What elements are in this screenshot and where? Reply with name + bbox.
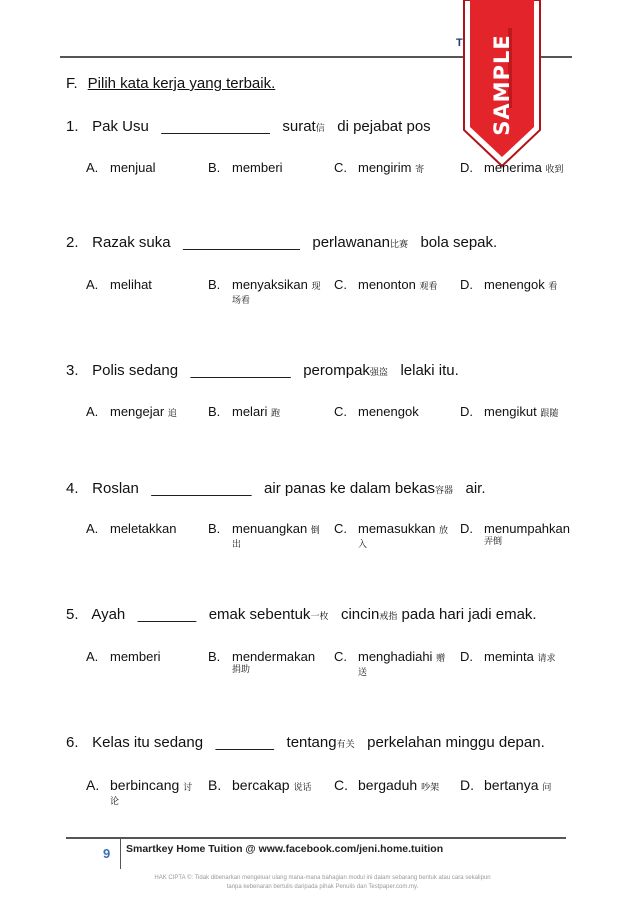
option-2b[interactable]: B. menyaksikan 现 场看 xyxy=(208,277,321,306)
option-4b[interactable]: B. menuangkan 倒 出 xyxy=(208,521,320,550)
footer-divider xyxy=(66,837,566,839)
section-letter: F. xyxy=(66,75,78,92)
answer-blank[interactable]: ______________ xyxy=(183,234,300,251)
sample-label: SAMPLE xyxy=(490,34,514,136)
section-title xyxy=(66,75,275,92)
question-2: 2. Razak suka ______________ perlawanan比赛 bola sepak. xyxy=(66,234,498,251)
footer-separator xyxy=(120,839,121,869)
answer-blank[interactable]: _______ xyxy=(137,606,197,623)
answer-blank[interactable]: ____________ xyxy=(190,362,291,379)
option-5d[interactable]: D. meminta 请求 xyxy=(460,649,556,664)
question-1: 1. Pak Usu _____________ surat信 di pejabat pos xyxy=(66,118,431,135)
option-4c[interactable]: C. memasukkan 放 入 xyxy=(334,521,448,550)
option-5b[interactable]: B. mendermakan 捐助 xyxy=(208,649,316,675)
section-instruction: Pilih kata kerja yang terbaik. xyxy=(87,75,276,92)
option-4a[interactable]: A. meletakkan xyxy=(86,521,177,536)
question-6: 6. Kelas itu sedang _______ tentang有关 perkelahan minggu depan. xyxy=(66,734,545,751)
question-3: 3. Polis sedang ____________ perompak强盗 lelaki itu. xyxy=(66,362,459,379)
option-3b[interactable]: B. melari 跑 xyxy=(208,404,281,419)
option-6c[interactable]: C. bergaduh 吵架 xyxy=(334,777,440,793)
option-2d[interactable]: D. menengok 看 xyxy=(460,277,558,292)
option-6a[interactable]: A. berbincang 讨 论 xyxy=(86,777,193,807)
answer-blank[interactable]: _____________ xyxy=(161,118,270,135)
option-3d[interactable]: D. mengikut 跟随 xyxy=(460,404,559,419)
option-5c[interactable]: C. menghadiahi 赠 送 xyxy=(334,649,446,678)
option-2c[interactable]: C. menonton 观看 xyxy=(334,277,438,292)
option-1a[interactable]: A. menjual xyxy=(86,160,156,175)
option-3a[interactable]: A. mengejar 追 xyxy=(86,404,177,419)
page-number: 9 xyxy=(103,846,111,861)
option-2a[interactable]: A. melihat xyxy=(86,277,152,292)
answer-blank[interactable]: ____________ xyxy=(151,480,252,497)
copyright-notice: HAK CIPTA ©: Tidak dibenarkan mengeluar ulang mana-mana bahagian modul ini dalam sebarang bentuk atau cara sekalipun tanpa kebenaran bertulis daripada pihak Penulis dan Testpaper.com.my. xyxy=(154,875,491,890)
option-1b[interactable]: B. memberi xyxy=(208,160,283,175)
answer-blank[interactable]: _______ xyxy=(215,734,275,751)
option-5a[interactable]: A. memberi xyxy=(86,649,161,664)
option-3c[interactable]: C. menengok xyxy=(334,404,419,419)
page-header-title: T xyxy=(456,37,463,49)
option-6b[interactable]: B. bercakap 说话 xyxy=(208,777,312,793)
question-5: 5. Ayah _______ emak sebentuk一枚 cincin戒指 pada hari jadi emak. xyxy=(66,606,537,623)
option-1c[interactable]: C. mengirim 寄 xyxy=(334,160,425,175)
question-4: 4. Roslan ____________ air panas ke dalam bekas容器 air. xyxy=(66,480,486,497)
option-1d[interactable]: D. menerima 收到 xyxy=(460,160,564,175)
footer-credit: Smartkey Home Tuition @ www.facebook.com/jeni.home.tuition xyxy=(126,843,444,855)
option-6d[interactable]: D. bertanya 问 xyxy=(460,777,552,793)
option-4d[interactable]: D. menumpahkan 弄倒 xyxy=(460,521,570,547)
